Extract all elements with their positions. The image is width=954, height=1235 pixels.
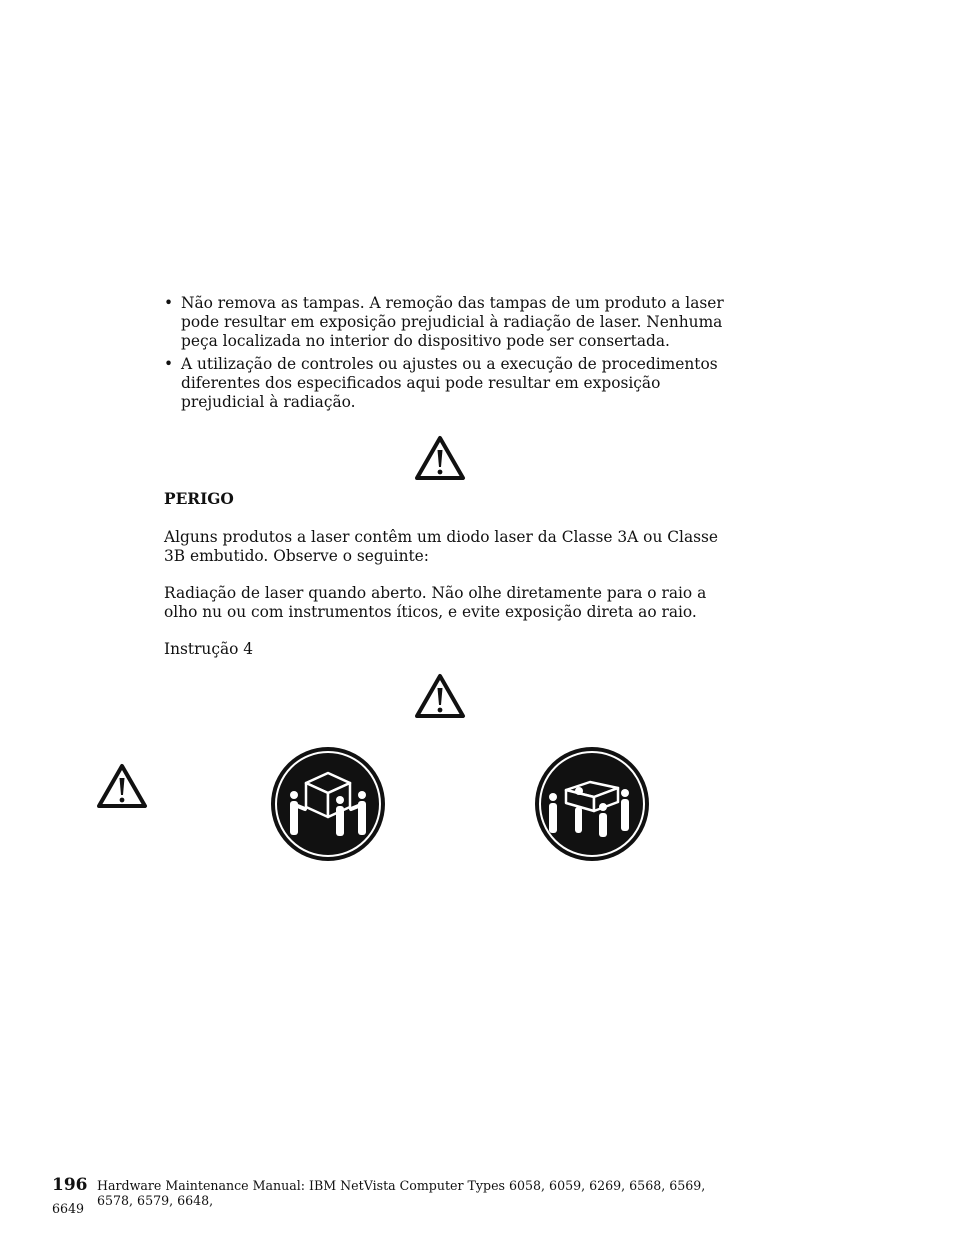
warning-triangle-icon: [414, 435, 466, 481]
list-item: [164, 294, 724, 351]
bullet-marker: •: [164, 294, 174, 312]
list-item-text: Não remova as tampas. A remoção das tampas de um produto a laser pode resultar em exposição prejudicial à radiação de laser. Nenhuma peça localizada no interior do dispositivo pode ser consertada.: [181, 294, 724, 350]
danger-heading: PERIGO: [164, 490, 234, 508]
list-item-text: A utilização de controles ou ajustes ou a execução de procedimentos diferentes dos especificados aqui pode resultar em exposição prejudicial à radiação.: [181, 355, 718, 411]
bullet-marker: •: [164, 355, 174, 373]
footer-title-continuation: 6649: [52, 1201, 85, 1216]
warning-triangle-icon: [414, 673, 466, 719]
two-person-lift-icon: [269, 745, 387, 863]
list-item: [164, 355, 724, 412]
footer-title: Hardware Maintenance Manual: IBM NetVista Computer Types 6058, 6059, 6269, 6568, 6569, 6578, 6579, 6648,: [97, 1178, 706, 1208]
page-number: 196: [52, 1175, 88, 1195]
warning-triangle-icon: [96, 763, 148, 809]
three-person-lift-icon: [533, 745, 651, 863]
instruction-label: Instrução 4: [164, 640, 254, 658]
laser-safety-list: [164, 294, 724, 416]
danger-paragraph: Radiação de laser quando aberto. Não olhe diretamente para o raio a olho nu ou com instrumentos íticos, e evite exposição direta ao raio.: [164, 584, 707, 621]
danger-paragraph: Alguns produtos a laser contêm um diodo laser da Classe 3A ou Classe 3B embutido. Observe o seguinte:: [164, 528, 719, 565]
